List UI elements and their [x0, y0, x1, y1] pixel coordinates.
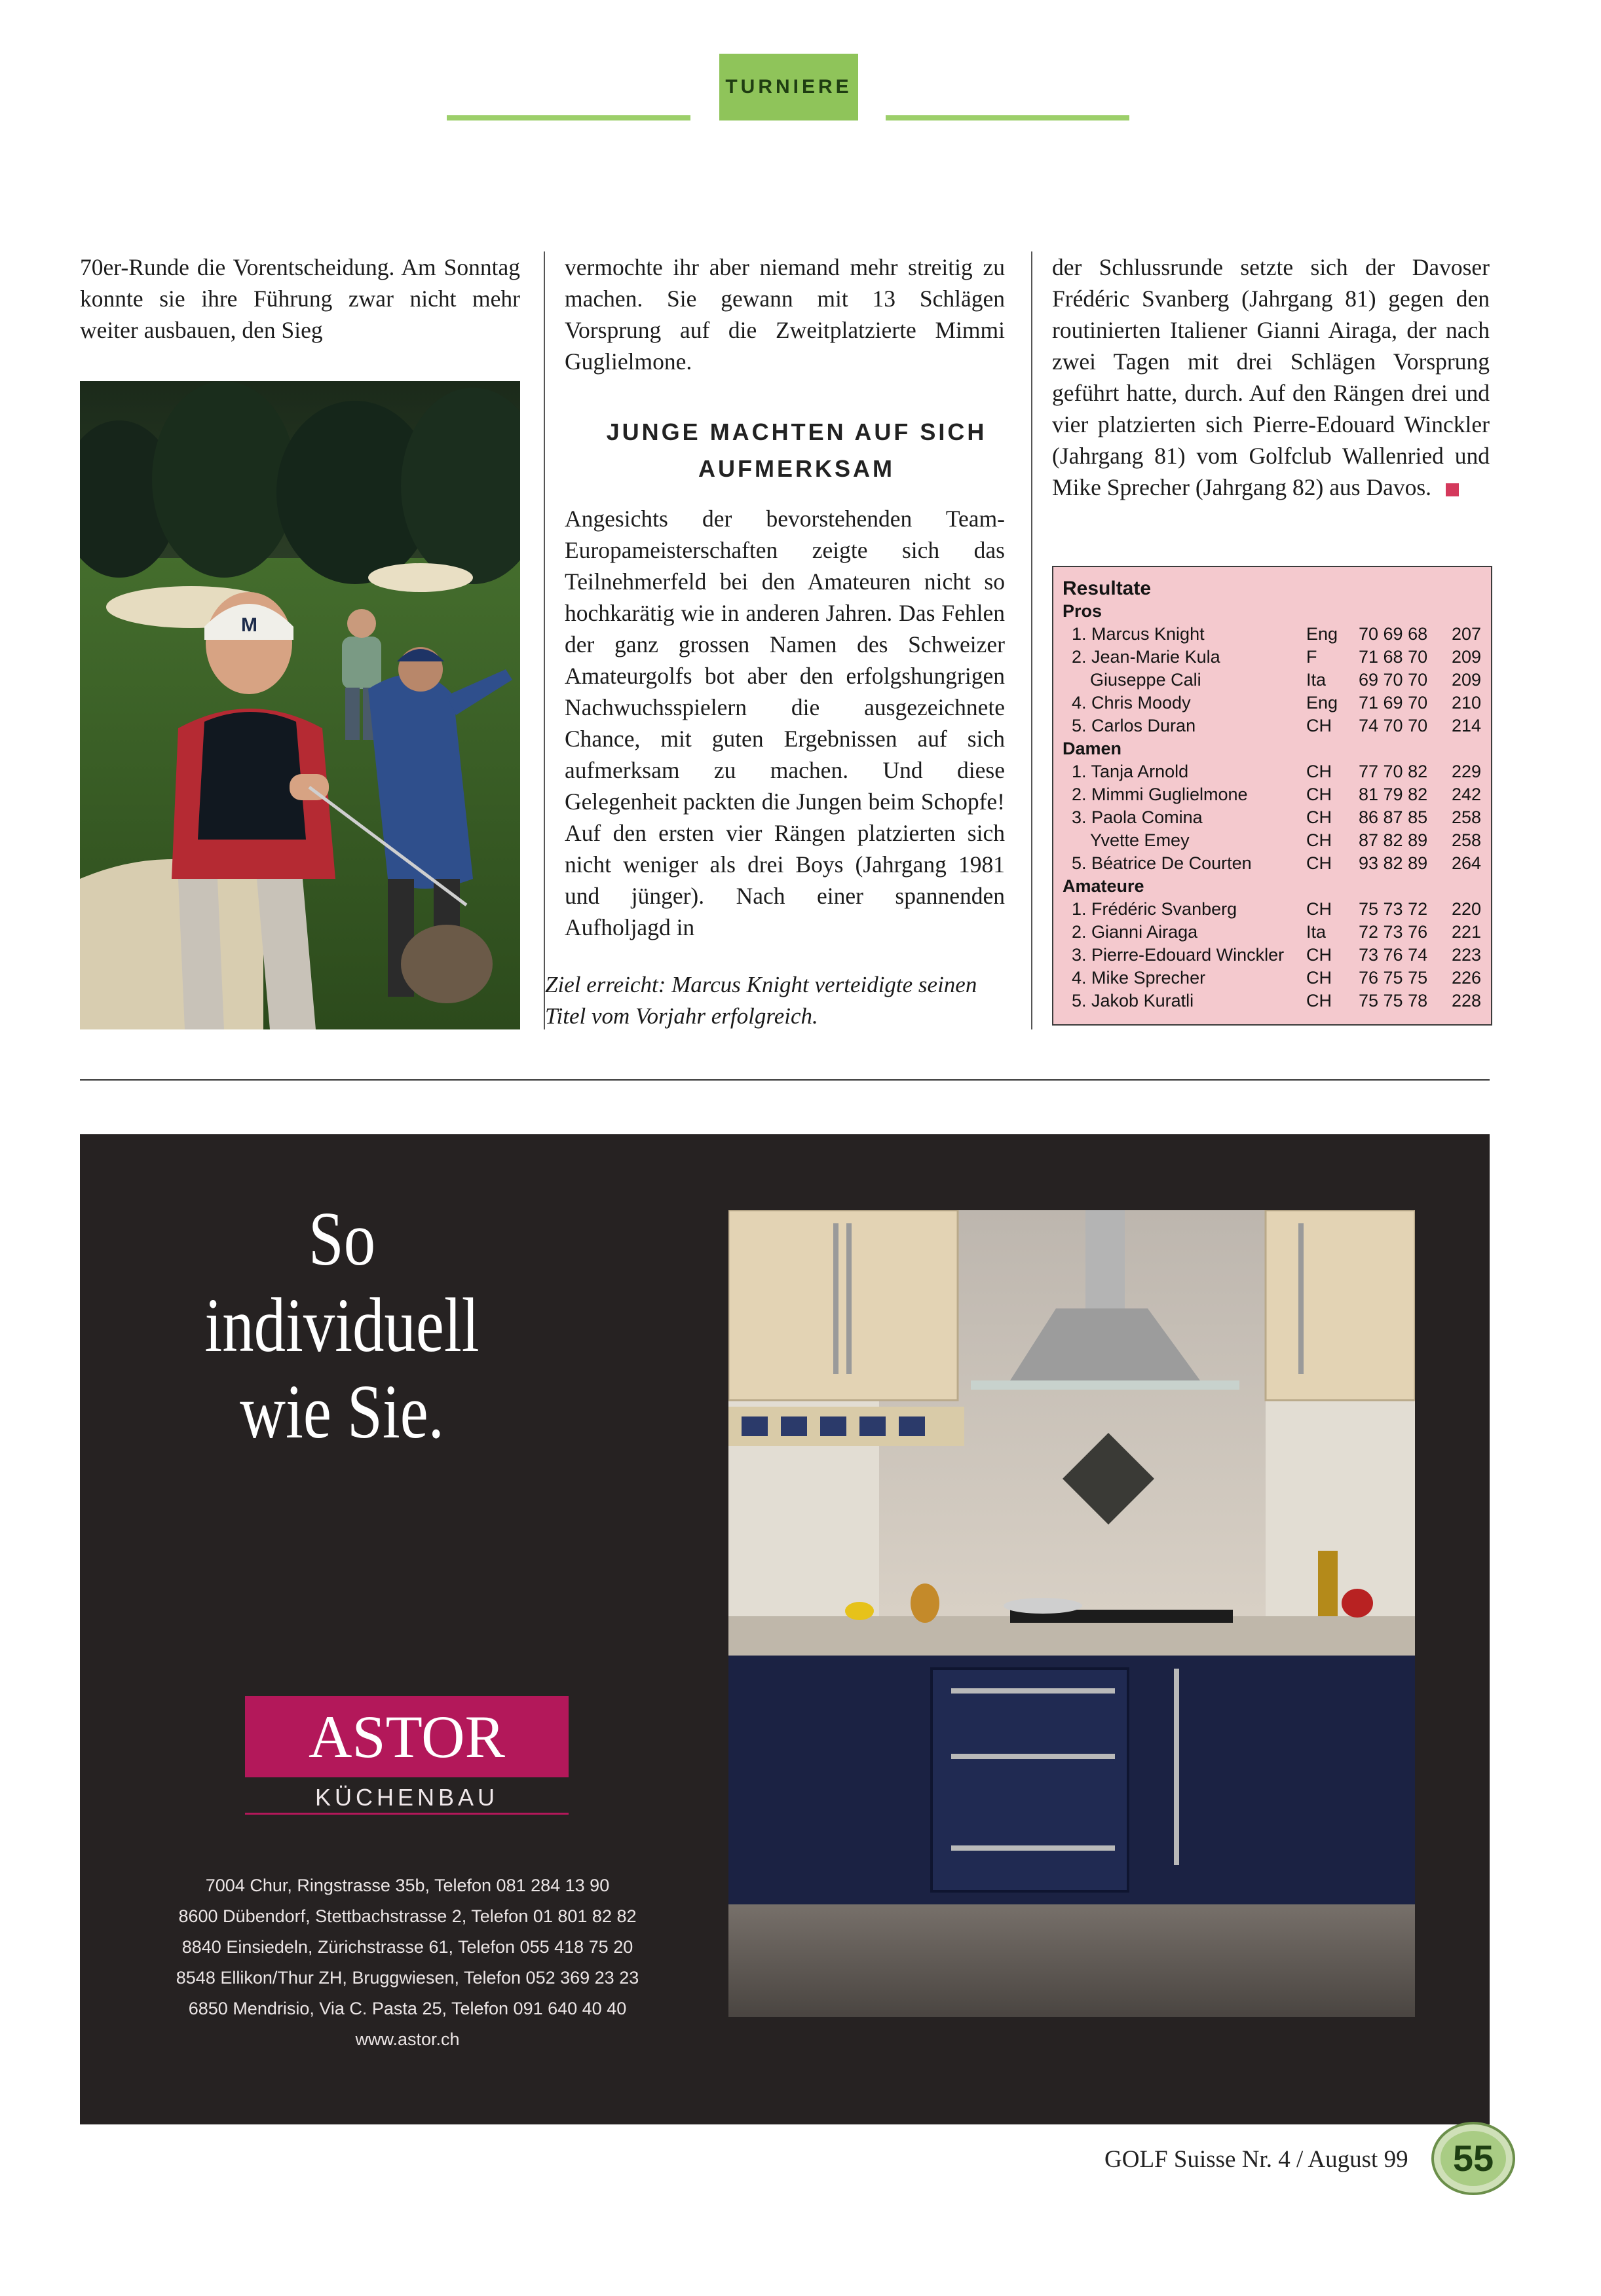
results-category: Damen	[1063, 739, 1122, 758]
results-title: Resultate	[1063, 578, 1152, 599]
page-number: 55	[1452, 2138, 1494, 2179]
header-rule-left	[447, 115, 690, 120]
column-2-intro: vermochte ihr aber niemand mehr streitig zu machen. Sie gewann mit 13 Schlägen Vorsprung auf die Zweitplatzierte Mimmi Guglielmone.	[565, 254, 1005, 375]
publication-info: GOLF Suisse Nr. 4 / August 99	[1104, 2146, 1408, 2173]
column-1-text: 70er-Runde die Vorentscheidung. Am Sonntag konnte sie ihre Führung zwar nicht mehr weiter ausbauen, den Sieg	[80, 254, 520, 343]
ad-addresses	[119, 1870, 696, 2055]
results-row: 4. Mike Sprecher CH 76 75 75 226	[1072, 968, 1482, 988]
results-row: 2. Jean-Marie Kula F 71 68 70 209	[1072, 647, 1482, 667]
results-row: 2. Gianni Airaga Ita 72 73 76 221	[1072, 922, 1482, 942]
address-line: 8840 Einsiedeln, Zürichstrasse 61, Telefon 055 418 75 20	[181, 1937, 633, 1957]
photo-caption: Ziel erreicht: Marcus Knight verteidigte seinen Titel vom Vorjahr erfolgreich.	[545, 972, 977, 1029]
results-category: Pros	[1063, 601, 1102, 621]
column-divider-2	[1031, 251, 1032, 1029]
results-row: 4. Chris Moody Eng 71 69 70 210	[1072, 693, 1482, 713]
logo-underline	[245, 1813, 569, 1815]
end-mark-icon	[1446, 483, 1459, 496]
results-row: 5. Carlos Duran CH 74 70 70 214	[1072, 716, 1482, 735]
address-line: 7004 Chur, Ringstrasse 35b, Telefon 081 284 13 90	[205, 1876, 610, 1895]
results-row: Giuseppe Cali Ita 69 70 70 209	[1090, 670, 1482, 690]
results-row: 1. Tanja Arnold CH 77 70 82 229	[1072, 762, 1482, 781]
results-row: 3. Pierre-Edouard Winckler CH 73 76 74 223	[1072, 945, 1482, 965]
results-box	[1052, 566, 1492, 1026]
golf-photo	[80, 381, 520, 1029]
column-divider-1	[544, 251, 545, 1029]
results-row: 5. Béatrice De Courten CH 93 82 89 264	[1072, 853, 1482, 873]
results-row: 1. Frédéric Svanberg CH 75 73 72 220	[1072, 899, 1482, 919]
astor-advertisement	[80, 1134, 1490, 2124]
svg-text:M: M	[241, 614, 257, 636]
results-row: 2. Mimmi Guglielmone CH 81 79 82 242	[1072, 785, 1482, 804]
subheading: JUNGE MACHTEN AUF SICH AUFMERKSAM	[606, 418, 987, 482]
ad-headline: So individuell wie Sie.	[204, 1196, 480, 1454]
address-line: 8548 Ellikon/Thur ZH, Bruggwiesen, Telefon 052 369 23 23	[176, 1968, 639, 1988]
address-line: 6850 Mendrisio, Via C. Pasta 25, Telefon 091 640 40 40	[188, 1999, 627, 2018]
section-tag: TURNIERE	[719, 54, 858, 120]
astor-logo-subtitle: KÜCHENBAU	[314, 1784, 499, 1811]
results-row: 3. Paola Comina CH 86 87 85 258	[1072, 807, 1482, 827]
address-line: 8600 Dübendorf, Stettbachstrasse 2, Telefon 01 801 82 82	[178, 1906, 637, 1926]
page-number-golfball	[1429, 2120, 1517, 2196]
results-category: Amateure	[1063, 876, 1144, 896]
results-row: 5. Jakob Kuratli CH 75 75 78 228	[1072, 991, 1482, 1010]
astor-logo: ASTOR	[245, 1696, 569, 1777]
results-row: Yvette Emey CH 87 82 89 258	[1090, 830, 1482, 850]
section-divider	[80, 1079, 1490, 1081]
website-link[interactable]: www.astor.ch	[355, 2029, 460, 2049]
header-rule-right	[886, 115, 1129, 120]
column-3-text: der Schlussrunde setzte sich der Davoser Frédéric Svanberg (Jahrgang 81) gegen den routinierten Italiener Gianni Airaga, der nach zwei Tagen mit drei Schlägen Vorsprung geführt hatte, durch. Auf den Rängen drei und vier platzierten sich Pierre-Edouard Winckler (Jahrgang 81) vom Golfclub Wallenried und Mike Sprecher (Jahrgang 82) aus Davos.	[1052, 254, 1490, 500]
kitchen-photo	[728, 1210, 1415, 2017]
results-row: 1. Marcus Knight Eng 70 69 68 207	[1072, 624, 1482, 644]
column-2-body: Angesichts der bevorstehenden Team-Europameisterschaften zeigte sich das Teilnehmerfeld bei den Amateuren nicht so hochkarätig wie in anderen Jahren. Das Fehlen der ganz grossen Namen des Schweizer Amateurgolfs bot aber den erfolgshungrigen Nachwuchsspielern die ausgezeichnete Chance, mit guten Ergebnissen auf sich aufmerksam zu machen. Und diese Gelegenheit packten die Jungen beim Schopfe! Auf den ersten vier Rängen platzierten sich nicht weniger als drei Boys (Jahrgang 1981 und jünger). Nach einer spannenden Aufholjagd in	[565, 506, 1005, 940]
